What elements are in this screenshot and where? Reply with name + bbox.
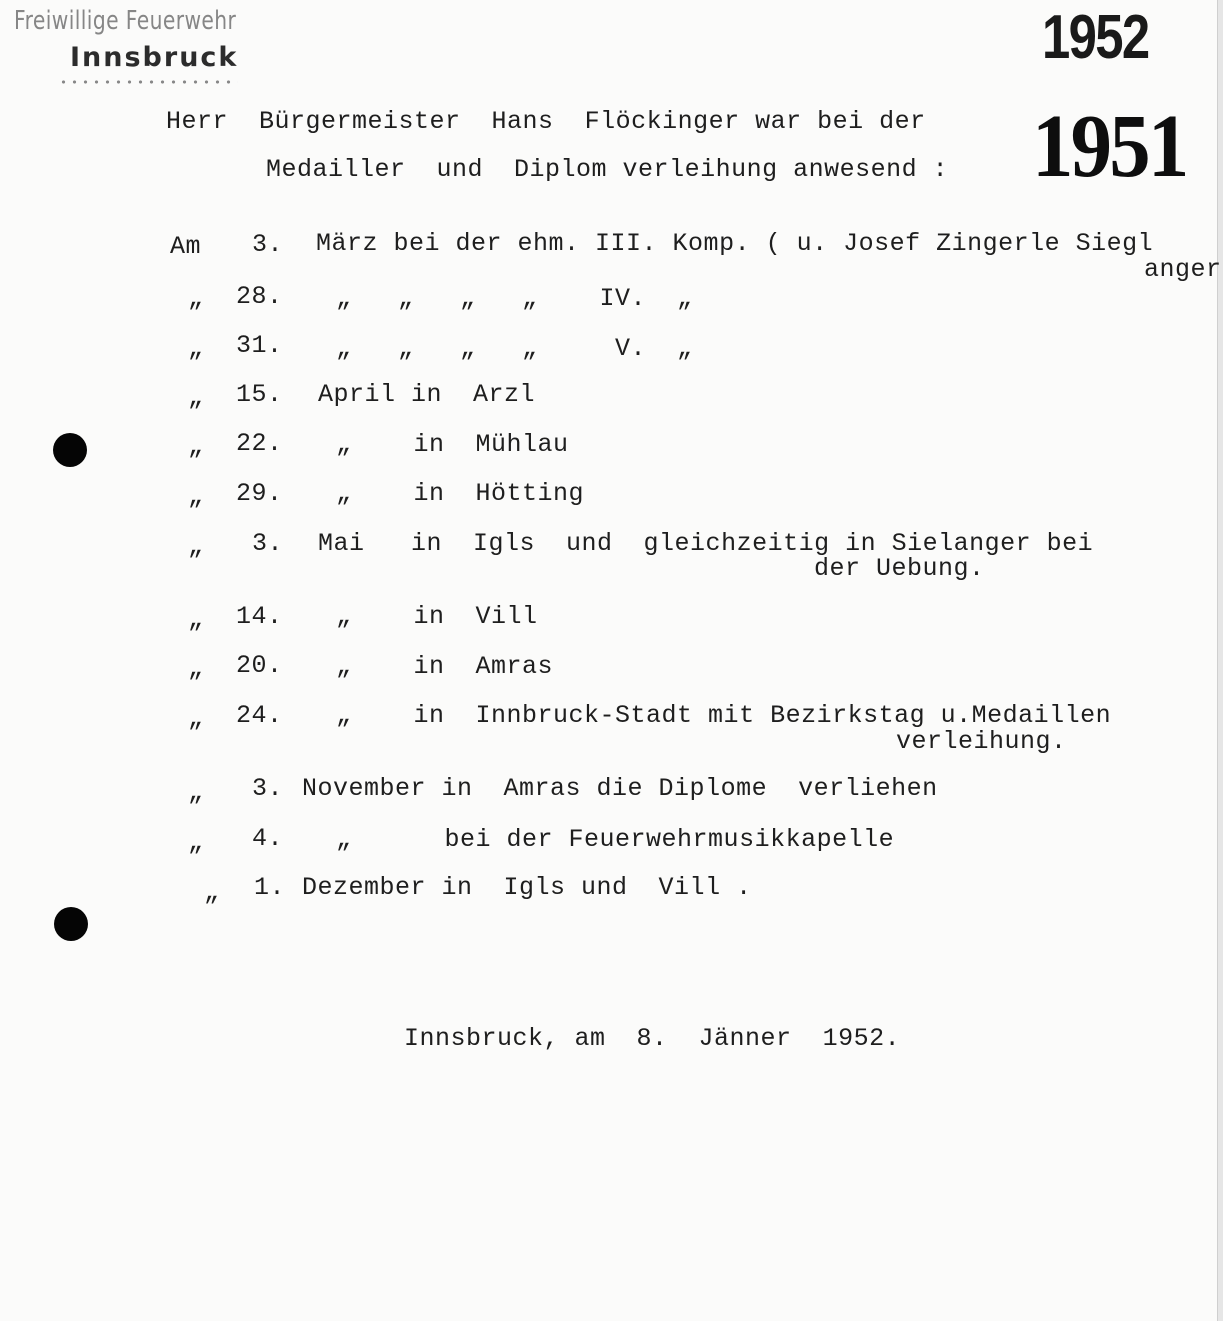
- entry-text: „ bei der Feuerwehrmusikkapelle: [336, 825, 895, 854]
- entry-day: 31.: [236, 331, 283, 360]
- entry-text: Mai in Igls und gleichzeitig in Sielanger bei: [318, 529, 1094, 558]
- entry-prefix: „: [188, 284, 204, 313]
- closing-date-line: Innsbruck, am 8. Jänner 1952.: [404, 1024, 901, 1053]
- entry-prefix: „: [188, 654, 204, 683]
- stamp-line-2: Innsbruck: [70, 42, 239, 73]
- stamp-line-1: Freiwillige Feuerwehr: [14, 6, 237, 36]
- entry-continuation: verleihung.: [896, 727, 1067, 756]
- entry-prefix: „: [188, 383, 204, 412]
- year-top: 1952: [1042, 3, 1149, 72]
- entry-day: 4.: [252, 824, 284, 853]
- entry-text: „ in Amras: [336, 652, 554, 681]
- entry-continuation: anger: [1144, 255, 1222, 284]
- entry-day: 22.: [236, 429, 283, 458]
- entry-prefix: „: [188, 482, 204, 511]
- entry-text: Dezember in Igls und Vill .: [302, 873, 752, 902]
- intro-line-1: Herr Bürgermeister Hans Flöckinger war bei der: [166, 107, 926, 136]
- entry-day: 3.: [252, 230, 284, 259]
- entry-prefix: „: [188, 778, 204, 807]
- entry-day: 3.: [252, 774, 284, 803]
- entry-prefix: „: [188, 605, 204, 634]
- entry-text: März bei der ehm. III. Komp. ( u. Josef Zingerle Siegl: [316, 229, 1154, 258]
- entry-day: 24.: [236, 701, 283, 730]
- entry-prefix: „: [204, 878, 220, 907]
- entry-prefix: „: [188, 704, 204, 733]
- year-main: 1951: [1032, 97, 1187, 196]
- punch-hole: [53, 433, 87, 467]
- entry-prefix: „: [188, 532, 204, 561]
- entry-day: 20.: [236, 651, 283, 680]
- entry-continuation: der Uebung.: [814, 554, 985, 583]
- entry-prefix: „: [188, 334, 204, 363]
- entry-day: 29.: [236, 479, 283, 508]
- entry-day: 14.: [236, 602, 283, 631]
- entry-text: April in Arzl: [318, 380, 536, 409]
- entry-text: „ in Innbruck-Stadt mit Bezirkstag u.Medaillen: [336, 701, 1112, 730]
- entry-prefix: „: [188, 432, 204, 461]
- entry-text: „ in Mühlau: [336, 430, 569, 459]
- page-edge: [1217, 0, 1223, 1321]
- stamp-dots: [58, 79, 238, 85]
- entry-prefix: Am: [170, 232, 202, 261]
- entry-day: 15.: [236, 380, 283, 409]
- entry-text: November in Amras die Diplome verliehen: [302, 774, 938, 803]
- entry-day: 1.: [254, 873, 286, 902]
- entry-text: „ in Hötting: [336, 479, 585, 508]
- entry-day: 28.: [236, 282, 283, 311]
- punch-hole: [54, 907, 88, 941]
- entry-text: „ „ „ „ IV. „: [336, 284, 693, 313]
- entry-day: 3.: [252, 529, 284, 558]
- entry-prefix: „: [188, 828, 204, 857]
- entry-text: „ in Vill: [336, 602, 538, 631]
- entry-text: „ „ „ „ V. „: [336, 334, 693, 363]
- intro-line-2: Medailler und Diplom verleihung anwesend :: [266, 155, 949, 184]
